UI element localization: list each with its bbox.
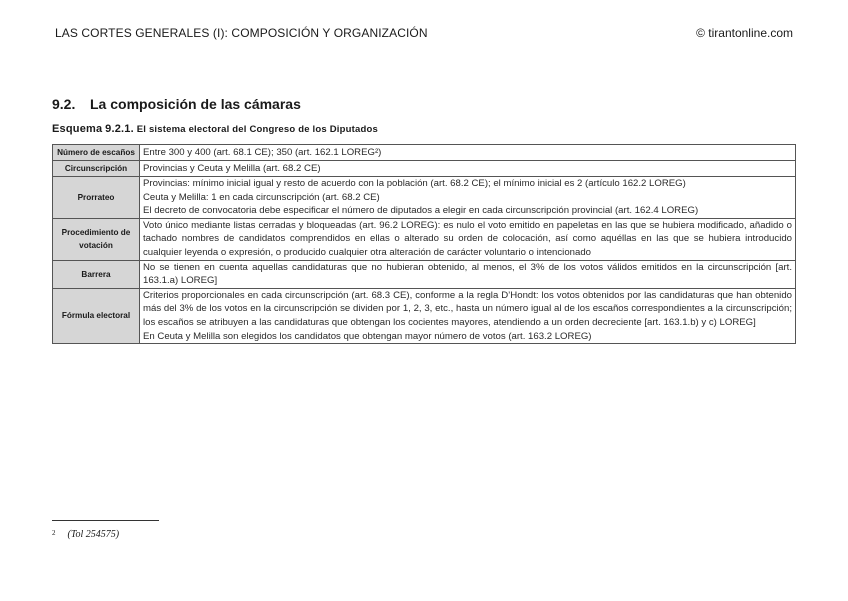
table-row	[53, 177, 796, 219]
table-row	[53, 218, 796, 260]
electoral-system-table	[52, 144, 796, 344]
section-number: 9.2.	[52, 96, 76, 112]
table-row	[53, 288, 796, 343]
row-label: Circunscripción	[53, 161, 140, 177]
table-row	[53, 260, 796, 288]
row-value-line: El decreto de convocatoria debe especificar el número de diputados a elegir en cada circunscripción provincial (art. 162.4 LOREG)	[143, 205, 699, 217]
row-label: Barrera	[53, 260, 140, 288]
scheme-label: Esquema	[52, 123, 103, 135]
row-value	[140, 145, 796, 161]
row-value-line: En Ceuta y Melilla son elegidos los candidatos que obtengan mayor número de votos (art. 163.2 LOREG)	[143, 330, 592, 342]
row-value-line: Provincias y Ceuta y Melilla (art. 68.2 CE)	[143, 162, 321, 174]
row-value	[140, 177, 796, 219]
footnote-rule	[52, 520, 159, 521]
row-label: Procedimiento de votación	[53, 218, 140, 260]
row-value	[140, 161, 796, 177]
row-value-line: No se tienen en cuenta aquellas candidaturas que no hubieran obtenido, al menos, el 3% de los votos válidos emitidos en la circunscripción [art. 163.1.a) LOREG]	[143, 261, 792, 287]
row-label: Número de escaños	[53, 145, 140, 161]
table-row	[53, 145, 796, 161]
row-label: Fórmula electoral	[53, 288, 140, 343]
row-value-line: Ceuta y Melilla: 1 en cada circunscripción (art. 68.2 CE)	[143, 191, 380, 203]
table-row	[53, 161, 796, 177]
section-title: La composición de las cámaras	[90, 96, 301, 112]
scheme-heading	[52, 123, 378, 135]
running-header-title: LAS CORTES GENERALES (I): COMPOSICIÓN Y ORGANIZACIÓN	[55, 26, 428, 40]
footnote-text: (Tol 254575)	[67, 529, 120, 540]
section-heading	[52, 96, 301, 112]
row-value-line: Provincias: mínimo inicial igual y resto de acuerdo con la población (art. 68.2 CE); el mínimo inicial es 2 (artículo 162.2 LOREG)	[143, 178, 686, 189]
running-header-site: © tirantonline.com	[696, 26, 793, 40]
row-value-line: Entre 300 y 400 (art. 68.1 CE); 350 (art. 162.1 LOREG²)	[143, 146, 382, 158]
row-value-line: Voto único mediante listas cerradas y bloqueadas (art. 96.2 LOREG): es nulo el voto emitido en papeletas en las que se hubiera modificado, añadido o tachado nombres de candidatos comprendidos en ellas o alterado su orden de colocación, así como aquéllas en las que se hubiera introducido cualquier leyenda o expresión, o producido cualquier otra alteración de carácter voluntario o intencionado	[143, 219, 792, 258]
footnote-mark: 2	[52, 529, 56, 537]
row-label: Prorrateo	[53, 177, 140, 219]
row-value	[140, 260, 796, 288]
scheme-number: 9.2.1.	[105, 123, 134, 135]
row-value	[140, 218, 796, 260]
scheme-title: El sistema electoral del Congreso de los Diputados	[136, 124, 378, 135]
footnote	[52, 529, 119, 540]
row-value-line: Criterios proporcionales en cada circunscripción (art. 68.3 CE), conforme a la regla D’Hondt: los votos obtenidos por las candidaturas que han obtenido más del 3% de los votos en la circunscripción se dividen por 1, 2, 3, etc., hasta un número igual al de los escaños correspondientes a la circunscripción; los escaños se atribuyen a las candidaturas que obtengan los cocientes mayores, atendiendo a un orden decreciente [art. 163.1.b) y c) LOREG]	[143, 289, 792, 328]
row-value	[140, 288, 796, 343]
